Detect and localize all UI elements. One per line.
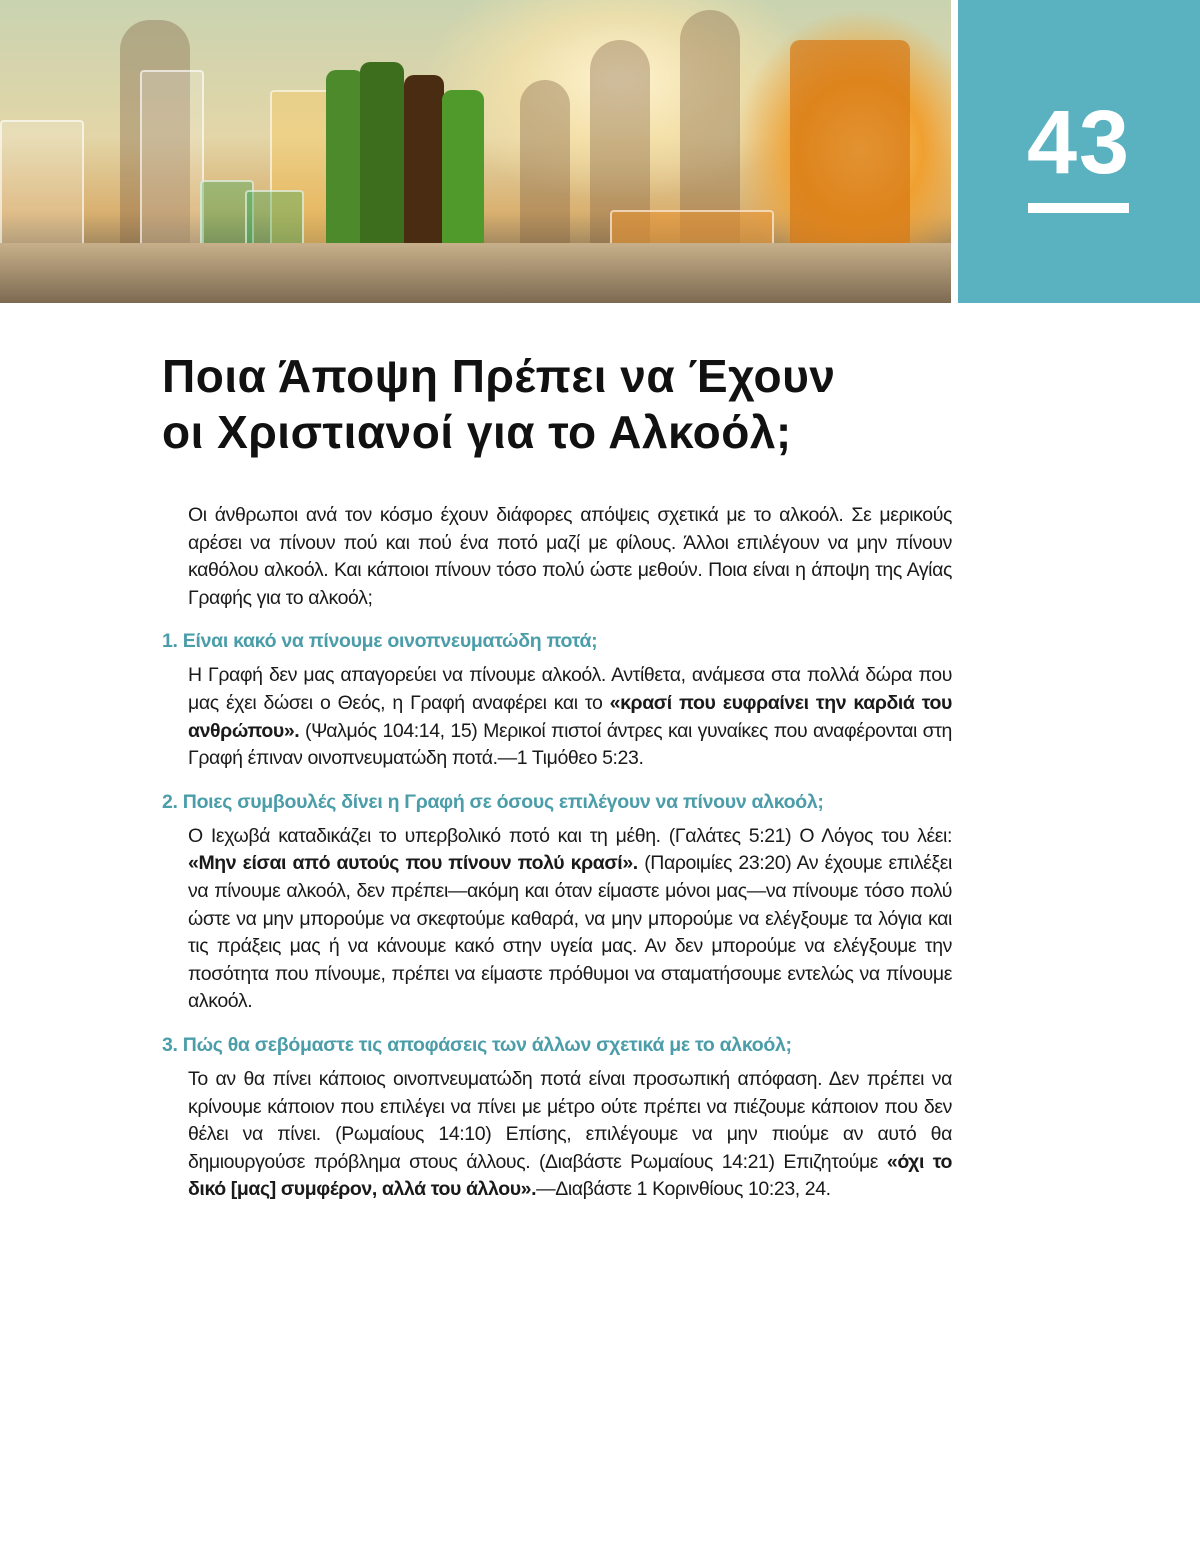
section-heading-1: 1. Είναι κακό να πίνουμε οινοπνευματώδη ποτά;	[162, 630, 598, 653]
title-line-2: οι Χριστιανοί για το Αλκοόλ;	[162, 406, 792, 458]
header-photo-drinks	[0, 0, 951, 303]
text: Ο Ιεχωβά καταδικάζει το υπερβολικό ποτό και τη μέθη. (Γαλάτες 5:21) Ο Λόγος του λέει:	[188, 824, 952, 847]
scripture-quote: «κρασί που ευφραίνει την καρδιά του ανθρώπου».	[188, 691, 952, 742]
text: —Διαβάστε 1 Κορινθίους 10:23, 24.	[536, 1178, 831, 1201]
intro-paragraph: Οι άνθρωποι ανά τον κόσμο έχουν διάφορες απόψεις σχετικά με το αλκοόλ. Σε μερικούς αρέσει να πίνουν πού και πού ένα ποτό μαζί με φίλους. Άλλοι επιλέγουν να μην πίνουν καθόλου αλκοόλ. Και κάποιοι πίνουν τόσο πολύ ώστε μεθούν. Ποια είναι η άποψη της Αγίας Γραφής για το αλκοόλ;	[188, 504, 952, 609]
scripture-quote: «Μην είσαι από αυτούς που πίνουν πολύ κρασί».	[188, 852, 638, 875]
scripture-quote: «όχι το δικό [μας] συμφέρον, αλλά του άλλου».	[188, 1150, 952, 1201]
section-paragraph-1	[188, 662, 952, 772]
text: (Παροιμίες 23:20) Αν έχουμε επιλέξει να πίνουμε αλκοόλ, δεν πρέπει—ακόμη και όταν είμαστε μόνοι μας—να πίνουμε τόσο πολύ ώστε να μην μπορούμε να σκεφτούμε καθαρά, να μην μπορούμε να ελέγξουμε τα λόγια και τις πράξεις μας ή να κάνουμε κακό στην υγεία μας. Αν δεν μπορούμε να ελέγξουμε την ποσότητα που πίνουμε, πρέπει να είμαστε πρόθυμοι να σταματήσουμε εντελώς να πίνουμε αλκοόλ.	[188, 852, 952, 1013]
page-title	[162, 348, 922, 460]
text: Η Γραφή δεν μας απαγορεύει να πίνουμε αλκοόλ. Αντίθετα, ανάμεσα στα πολλά δώρα που μας έχει δώσει ο Θεός, η Γραφή αναφέρει και το	[188, 664, 952, 714]
section-paragraph-3	[188, 1066, 952, 1204]
badge-underline	[1028, 203, 1129, 213]
text: Το αν θα πίνει κάποιος οινοπνευματώδη ποτά είναι προσωπική απόφαση. Δεν πρέπει να κρίνουμε κάποιον που επιλέγει να πίνει με μέτρο ούτε πρέπει να πιέζουμε κάποιον που δεν θέλει να πίνει. (Ρωμαίους 14:10) Επίσης, επιλέγουμε να μην πιούμε αν αυτό θα δημιουργούσε πρόβλημα στους άλλους. (Διαβάστε Ρωμαίους 14:21) Επιζητούμε	[188, 1067, 952, 1173]
lesson-number: 43	[1026, 93, 1132, 193]
title-line-1: Ποια Άποψη Πρέπει να Έχουν	[162, 350, 836, 402]
section-heading-2: 2. Ποιες συμβουλές δίνει η Γραφή σε όσους επιλέγουν να πίνουν αλκοόλ;	[162, 790, 824, 813]
section-heading-3: 3. Πώς θα σεβόμαστε τις αποφάσεις των άλλων σχετικά με το αλκοόλ;	[162, 1033, 792, 1056]
lesson-number-badge	[958, 0, 1200, 303]
section-paragraph-2	[188, 823, 952, 1016]
article-body	[162, 502, 952, 1204]
text: (Ψαλμός 104:14, 15) Μερικοί πιστοί άντρες και γυναίκες που αναφέρονται στη Γραφή έπιναν οινοπνευματώδη ποτά.—1 Τιμόθεο 5:23.	[188, 719, 952, 770]
